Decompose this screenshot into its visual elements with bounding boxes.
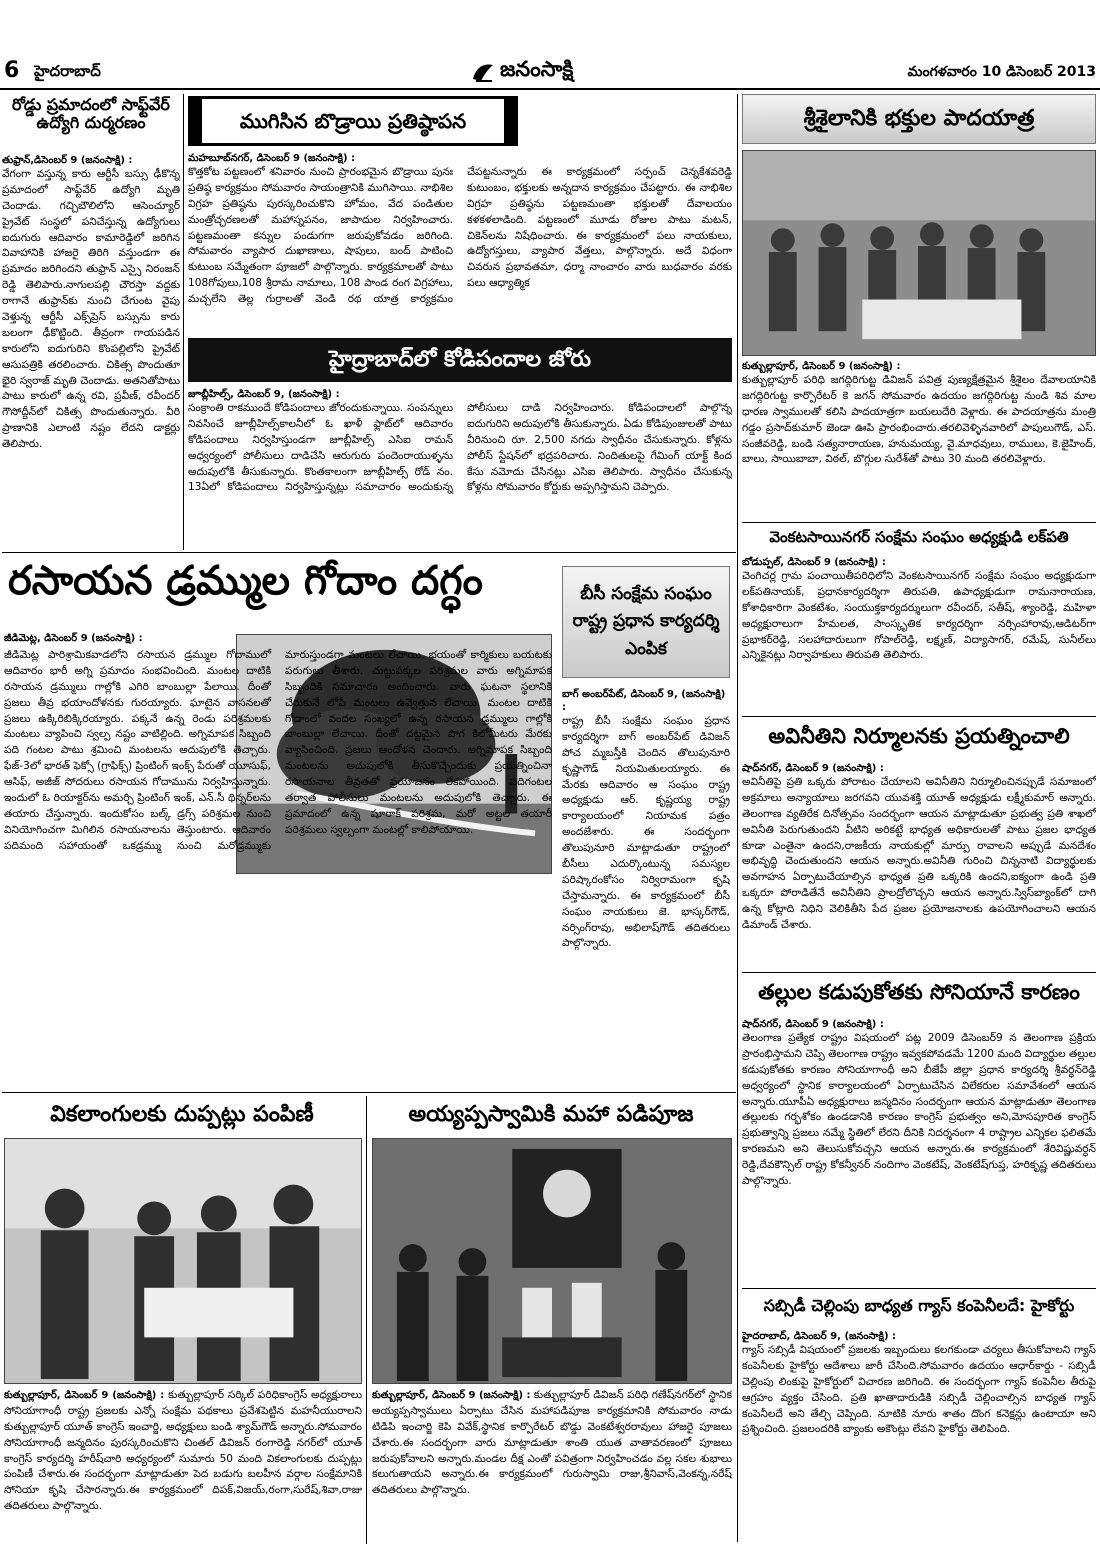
gas-body: గ్యాస్ సబ్సిడీ విషయంలో ప్రజలకు ఇబ్బందులు కలగకుండా చర్యలు తీసుకోవాలని గ్యాస్ కంపెనీలకు హైకోర్టు ఆదేశాలు జారీ చేసింది.సోమవారం ఉదయం ఆధార్‌కార్డు - సబ్సిడీ చెల్లింపు లింకుపై హైకోర్టులో విచారణ జరిగింది. ఈ సందర్భంగా గ్యాస్ కంపెనీల తీరుపై ఆగ్రహం వ్యక్తం చేసింది. ప్రతి ఖాతాదారుడికి సబ్సిడీ చెల్లించాల్సిన బాధ్యత గ్యాస్ కంపెనీలదే అని తేల్చి చెప్పింది. నూటికి నూరు శాతం దొంగ కనెక్షన్లు ఉంటాయా అని ప్రశ్నించింది. ప్రజలందరికి బ్యాంకు అకౌంట్లు లేవని హైకోర్టు తెలిపింది. bbox=[742, 1344, 1096, 1436]
section-name: హైదరాబాద్ bbox=[34, 62, 101, 80]
gas-dateline: హైదరాబాద్, డిసెంబర్ 9, (జనంసాక్షి) : bbox=[742, 1331, 897, 1342]
venkatasai-headline-box bbox=[742, 522, 1096, 552]
venkatasai-dateline: బోడుప్పల్, డిసెంబర్ 9 (జనంసాక్షి) : bbox=[742, 557, 886, 568]
header-rule bbox=[0, 88, 1100, 90]
srisailam-body-wrap bbox=[742, 360, 1096, 520]
vikalangulu-headline-box bbox=[2, 1096, 362, 1134]
sonia-headline: తల్లుల కడుపుకోతకు సోనియానే కారణం bbox=[758, 980, 1080, 1005]
vikalangulu-dateline: కుత్బుల్లాపూర్, డిసెంబర్ 9 (జనంసాక్షి) : bbox=[4, 1390, 165, 1401]
kodipandalu-body-wrap bbox=[188, 388, 732, 548]
bc-body: రాష్ట్ర బీసీ సంక్షేమ సంఘం ప్రధాన కార్యదర్శిగా బాగ్ అంబర్‌పేట్ డివిజన్ పోచ మ్మబస్తీకి చెందిన తొలుపునూరి కృష్ణాగౌడ్ నియమితులయ్యారు. ఈ మేరకు ఆదివారం ఆ సంఘం రాష్ట్ర అధ్యక్షుడు ఆర్. కృష్ణయ్య రాష్ట్ర కార్యాలయంలో నియామక పత్రం అందజేశారు. ఈ సందర్భంగా తొలుపునూరి మాట్లాడుతూ రాష్ట్రంలో బీసీలు ఎదుర్కొంటున్న సమస్యల పరిష్కారంకోసం నిర్విరామంగా కృషి చేస్తామన్నారు. ఈ కార్యక్రమంలో బీసీ సంఘం నాయకులు జె. భాస్కర్‌గౌడ్, నర్సింగ్‌రావు, అభిలాష్‌గౌడ్ తదితరులు పాల్గొన్నారు. bbox=[562, 715, 730, 950]
software-dateline: తుఫ్రాన్,డిసెంబర్ 9 (జనంసాక్షి) : bbox=[2, 155, 133, 166]
masthead-title: జనంసాక్షి bbox=[500, 57, 574, 81]
masthead-logo bbox=[470, 56, 630, 88]
ayyappa-headline-box bbox=[368, 1096, 734, 1134]
bc-headline: బీసీ సంక్షేమ సంఘం రాష్ట్ర ప్రధాన కార్యదర్శి ఎంపిక bbox=[572, 584, 720, 659]
bc-body-wrap bbox=[562, 688, 730, 1088]
bottom-col-divider bbox=[366, 1096, 367, 1544]
col-divider-right bbox=[737, 94, 738, 1542]
sonia-headline-box bbox=[742, 972, 1096, 1012]
gas-headline-box bbox=[742, 1288, 1096, 1324]
chemical-dateline: జీడిమెట్ల, డిసెంబర్ 9 (జనంసాక్షి) : bbox=[4, 633, 143, 644]
kodipandalu-banner bbox=[188, 338, 732, 382]
kodipandalu-body: సంక్రాంతి రాకముందే కోడిపందాలు జోరందుకున్నాయి. సంపన్నులు నివసించే జూబ్లీహిల్స్‌కాలనీలో ఓ ఖాళీ ఫ్లాట్‌లో ఆదివారం కోడిపందాలు నిర్వహిస్తుండగా జూబ్లీహిల్స్ ఎసిఐ రామన్ అధ్వర్యంలో పోలీసులు దాడిచేసి ఆరుగురు పందెంరాయుళ్ళను అదుపులోకి తీసుకున్నారు. కొంతకాలంగా జూబ్లీహిల్స్ రోడ్ నం. 13ఏలో కోడిపందాలు నిర్వహిస్తున్నట్లు సమాచారం అందుకున్న పోలీసులు దాడి నిర్వహించారు. కోడిపందాలలో పాల్గొన్న ఐదుగురిని అదుపులోకి తీసుకున్నారు. ఏడు కోడిపుంజులతో పాటు వీరినుంచి రూ. 2,500 నగదు స్వాధీనం చేసుకున్నారు. కోళ్లను పోలీస్ స్టేషన్‌లో భద్రపరిచారు. నిందితులపై గేమింగ్ యాక్ట్ కింద కేసు నమోదు చేసినట్లు ఎసిఐ తెలిపారు. స్వాధీనం చేసుకున్న కోళ్లను సోమవారం కోర్టుకు అప్పగిస్తామని చెప్పారు. bbox=[188, 402, 732, 494]
kodipandalu-dateline: జూబ్లీహిల్స్, డిసెంబర్ 9, (జనంసాక్షి) : bbox=[188, 389, 340, 400]
vikalangulu-body: కుత్బుల్లాపూర్ సర్కిల్ పరిధికాంగ్రెస్ అధ్యక్షురాలు సోనియాగాంధీ రాష్ట్ర ప్రజలకు ఎన్నో సంక్షేమ పథకాలు ప్రవేశపెట్టిన మహనీయురాలని కుత్బుల్లాపూర్ యూత్ కాంగ్రెస్ ఇంచార్జి, అధ్యక్షులు బండి శ్యామ్‌గౌడ్ అన్నారు.సోమవారం సోనియాగాంధీ జన్మదినం పురస్కరించుకొని చింతల్ డివిజన్ రంగారెడ్డి నగర్‌లో యూత్ కాంగ్రెస్ కార్యదర్శి హరీష్‌చారి అధ్యర్యంలో సుమారు 50 మంది వికలాంగులకు దుప్పట్లు పంపిణీ చేశారు.ఈ సందర్భంగా మాట్లాడుతూ పెద బడుగు బలహీన వర్గాల సంక్షేమానికి సోనియా కృషి చేసారన్నారు.ఈ కార్యక్రమంలో దిపక్,విజయ్,రంగా,సురేష్,శివా,రాజు తదితరులు పాల్గొన్నారు. bbox=[4, 1389, 362, 1513]
corruption-headline-box bbox=[742, 716, 1096, 756]
ayyappa-body-wrap bbox=[372, 1388, 732, 1544]
chemical-headline: రసాయన డ్రమ్ముల గోదాం దగ్ధం bbox=[8, 558, 483, 604]
venkatasai-body-wrap bbox=[742, 556, 1096, 716]
ayyappa-body: కుత్బుల్లాపూర్ డివిజన్ పరిధి గణేష్‌నగర్‌లో స్థానిక అయ్యప్పస్వాములు ఏర్పాటు చేసిన మహాపడిపూజ కార్యక్రమానికి సోమవారం నాడు టిడిపి ఇంచార్జి కెపి వివేక్,స్థానిక కార్పొరేటర్ బొడ్డు వెంకటేశ్వరరావులు హాజరై పూజలు చేశారు.ఈ సందర్భంగా వారు మాట్లాడుతూ శాంతి యుత వాతావరణంలో పూజలు జరుపుకోవాలని అన్నారు.మండల దీక్ష ఎంతో పవిత్రంగా నిర్వహించడం వల్ల సకల శుభాలు కలుగుతాయని అన్నారు.ఈ కార్యక్రమంలో గురుస్వామి రాజు,శ్రీనివాస్,వెంకన్న,నరేష్ తదితరులు పాల్గొన్నారు. bbox=[372, 1389, 732, 1497]
gas-headline: సబ్సిడీ చెల్లింపు బాధ్యత గ్యాస్ కంపెనీలదే: హైకోర్టు bbox=[763, 1296, 1075, 1316]
srisailam-headline-box bbox=[742, 94, 1096, 144]
gas-body-wrap bbox=[742, 1330, 1096, 1542]
bodrai-body-wrap bbox=[188, 152, 732, 330]
corruption-body-wrap bbox=[742, 762, 1096, 972]
page-number: 6 bbox=[4, 58, 20, 83]
sonia-body-wrap bbox=[742, 1018, 1096, 1284]
vikalangulu-headline: వికలాంగులకు దుప్పట్లు పంపిణీ bbox=[50, 1102, 314, 1128]
main-hrule bbox=[2, 552, 736, 553]
kodipandalu-headline: హైద్రాబాద్‌లో కోడిపందాల జోరు bbox=[329, 347, 591, 373]
bodrai-headline: ముగిసిన బొడ్రాయి ప్రతిష్ఠాపన bbox=[239, 108, 467, 133]
vikalangulu-text bbox=[4, 1388, 362, 1515]
chemical-body: జీడిమెట్ల పారిశ్రామికవాడలోని రసాయన డ్రమ్ముల గోదాములో ఆదివారం భారీ అగ్ని ప్రమాదం సంభవించింది. మంటల దాటికి రసాయన డ్రమ్ములు గాల్లోకి ఎగిరి బాంబుల్లా పేలాయి. దీంతో ప్రజలు తీవ్ర భయాందోళనకు గురయ్యారు. ఘాటైన వాసనలతో ప్రజలు ఉక్కిరిబిక్కిరయ్యారు. పక్కనే ఉన్న రెండు పరిశ్రమలకు మంటలు వ్యాపించి స్వల్ప నష్టం వాటిల్లింది. అగ్నిమాపక సిబ్బంది పది గంటల పాటు శ్రమించి మంటలను అదుపులోకి తెచ్చారు. ఫేజ్-3లో భారత్ ఫెక్సో (గ్రాఫిక్స్) ప్రింటింగ్ ఇంక్స్ పేరుతో యూసుఫ్, ఆసిఫ్, అజీజ్ సోదరులు రసాయన గోదామును నిర్వహిస్తున్నారు. ఇందులో ఓ రియాక్టర్‌ను అమర్చి ప్రింటింగ్ ఇంక్, ఎన్.సీ థిన్నర్‌లను తయారు చేస్తున్నారు. ఇందుకోసం బల్క్ డ్రగ్స్ పరిశ్రమల నుంచి వినియోగించగా మిగిలిన రసాయనాలను తెస్తుంటారు. ఆదివారం పదిమంది సహాయంతో ఒకడ్రమ్ము నుంచి మరోడ్రమ్ముకు మారుస్తుండగా మంటలు లేచాయి. భయంతో కార్మికులు బయటకు పరుగులు తీశారు. చుట్టుపక్కల పరిశ్రమల వారు అగ్నిమాపక సిబ్బందికి సమాచారం అందించారు. వారు ఘటనా స్థలానికి చేరుకునే లోపే మంటలు ఉవ్వెత్తున లేచాయి. మంటల దాటికి గోదాంలో వందల సంఖ్యలో ఉన్న రసాయన డ్రమ్ములు గాల్లోకి బాంబుల్లా లేచాయి. దీంతో దట్టమైన పొగ కిలోమీటరు మేరకు వ్యాపించింది. ప్రజలు ఆందోళన చెందారు. అగ్నిమాపక సిబ్బంది మంటలను అదుపులోకి తీసుకొచ్చేందుకు ప్రయత్నించినా రసాయనాల తీవ్రతతో ప్రయోజనం లేకపోయింది. పదిగంటల తర్వాత పోలీసులు మంటలను అదుపులోకి తెచ్చారు. ఈ ప్రమాదంలో ఉన్న షూరాక్ పరిశ్రమ, మరో అట్టల తయారీ పరిశ్రమలు స్వల్పంగా మంటల్లో కాలిపోయాయి. bbox=[4, 649, 552, 852]
sonia-dateline: షాద్‌నగర్, డిసెంబర్ 9 (జనంసాక్షి) : bbox=[742, 1019, 884, 1030]
corruption-headline: అవినీతిని నిర్మూలనకు ప్రయత్నించాలి bbox=[768, 724, 1070, 749]
srisailam-headline: శ్రీశైలానికి భక్తుల పాదయాత్ర bbox=[803, 106, 1035, 132]
blanket-distribution-photo bbox=[4, 1138, 362, 1384]
issue-date: మంగళవారం 10 డిసెంబర్ 2013 bbox=[907, 64, 1096, 80]
ayyappa-pooja-photo bbox=[372, 1138, 732, 1384]
corruption-body: అవినీతిపై ప్రతి ఒక్కరు పోరాటం చేయాలని అవినీతిని నిర్మూలించినప్పుడే సమాజంలో అక్రమాలు అన్యాయాలు జరగవని యువశక్తి యూత్ అధ్యక్షుడు లక్ష్మీకుమార్ అన్నారు. తెలంగాణ వ్యతిరేక దినోత్సవం సందర్భంగా ఆయన మాట్లాడుతూ ప్రభుత్వ ప్రతి శాఖలో అవినీతి పెరుగుతుందని వీటిని అరికట్టే భాధ్యత అధికారులతో పాటు ప్రజల భాధ్యత కూడా ఎంతైనా ఉందని,రాజకీయ నాయకుల్లో మార్పు రావాలని అప్పుడే మనదేశం అభివృద్ధి చెందుతుందని ఆయన అన్నారు.అవినీతి గురించి చిన్ననాటి విద్యార్థులకు అవగాహన ఏర్పాటుచేయాల్సిన భాధ్యత ప్రతి ఒక్కరికి ఉందని,ఐక్యంగా ఉండి ప్రతి ఒక్కరూ పోరాడితేనే అవినీతిని ప్రాలద్రోలొచ్చని ఆయన అన్నారు.స్విస్‌బ్యాంక్‌లో దాగి ఉన్న కోట్లాది నిధిని వెలికితీసి పేద ప్రజల ప్రయోజనాలకు ఉపయోగించాలని ఆయన డిమాండ్ చేశారు. bbox=[742, 776, 1096, 932]
ayyappa-headline: అయ్యప్పస్వామికి మహా పడిపూజ bbox=[408, 1102, 694, 1128]
padayatra-photo bbox=[742, 150, 1096, 356]
page-header bbox=[0, 0, 1100, 90]
bc-dateline: బాగ్ అంబర్‌పేట్, డిసెంబర్ 9, (జనంసాక్షి) : bbox=[562, 689, 726, 713]
chemical-headline-wrap bbox=[2, 558, 552, 624]
bodrai-dateline: మహబూబ్‌నగర్, డిసెంబర్ 9 (జనంసాక్షి) : bbox=[188, 153, 356, 164]
chemical-body-mask bbox=[236, 634, 552, 874]
srisailam-body: కుత్బుల్లాపూర్ పరిధి జగద్గిరిగుట్ట డివిజన్ పవిత్ర పుణ్యక్షేత్రమైన శ్రీశైలం దేవాలయానికి జగద్గిరిగుట్ట కార్పొరేటర్ కె జగన్ సోమవారం ఉదయం జగద్గిరిగుట్ట నుండి శివ మాల ధారణ స్వాములతో కలిసి పాదయాత్రగా బయలుదేరి వెళ్లారు. ఈ పాదయాత్రను మంత్రి గడ్డం ప్రసాద్‌కుమార్ జెండా ఊపి ప్రారంభించారు.తరలివెళ్ళినవారిలో పాపులుగౌడ్, ఎస్. సంజీవరెడ్డి, బండి సత్యనారాయణ, హనుమయ్య, వై.మాధవులు, రాములు, కె.జైహింద్, బాలు, సాయిబాబా, విఠల్, బొగ్గుల సురేశ్‌తో పాటు 30 మంది తరలివెళ్లారు. bbox=[742, 374, 1096, 466]
venkatasai-body: చెంగిచర్ల గ్రామ పంచాయితీపరిధిలోని వెంకటసాయినగర్ సంక్షేమ సంఘం అధ్యక్షుడుగా లక్‌పతినాయక్, ప్రధానకార్యదర్శిగా తిరుపతి, ఉపాధ్యక్షుడుగా రామనారాయణ, కోశాధికారిగా వెంకటేశం, సంయుక్తకార్యదర్శులుగా రవీందర్, సతీష్, శ్యాంరెడ్డి, మహిళా అధ్యక్షురాలుగా హేమలత, సాంస్కృతిక కార్యదర్శిగా నర్సింహారావు,ఆడిటర్‌గా ప్రభాకర్‌రెడ్డి, సలహాదారులుగా గోపాల్‌రెడ్డి, లక్ష్మణ్, విద్యాసాగర్, రమేష్, సునీల్‌లు ఎన్నికైనట్లు నిర్వాహకులు తిరుపతి తెలిపారు. bbox=[742, 570, 1096, 662]
venkatasai-headline: వెంకటసాయినగర్ సంక్షేమ సంఘం అధ్యక్షుడి లక్‌పతి bbox=[769, 527, 1069, 546]
software-headline: రోడ్డు ప్రమాదంలో సాఫ్ట్‌వేర్ ఉద్యోగి దుర్మరణం bbox=[12, 95, 170, 133]
sonia-body: తెలంగాణ ప్రత్యేక రాష్ట్రం విషయంలో పట్ల 2009 డిసెంబర్9 న తెలంగాణ ప్రక్రియ ప్రారంభిస్తామని చెప్పి తెలంగాణ రాష్ట్రం ఇవ్వకపోవడమే 1200 మంది విద్యార్థుల తల్లుల కడుపుకోతకు కారణం సోనియాగాంధీ అని బీజేపీ జిల్లా ప్రధాన కార్యదర్శి శ్రీవర్ధన్‌రెడ్డి అధ్వర్యంలో స్థానిక కార్యాలయంలో ఏర్పాటుచేసిన విలేకరుల సమావేశంలో ఆయన అన్నారు.యూపీఏ అధ్యక్షురాలు జన్మదినం సందర్భంగా ఆయన మాట్లాడుతూ తెలంగాణ తల్లులకు గర్భశోకం ఉండడానికి కారణం కాంగ్రెస్ ప్రభుత్వం అని,మోసపూరిత కాంగ్రెస్ ప్రభుత్వాన్ని ప్రజలు నమ్మే స్థితిలో లేరని దీనికి నిదర్శనంగా 4 రాష్ట్రాల ఎన్నికల ఫలితమే కారణమని అని తెలుసుకోవచ్చని ఆయన అన్నారు.ఈ కార్యక్రమంలో శేరివిష్ణువర్ధన్ రెడ్డి,దేవకౌన్సిల్ రాష్ట్ర కోకన్వీనర్ నందిగాం వెంకటేష్, వెంకటేష్‌గుప్త, హరికృష్ణ తదితరులు పాల్గొన్నారు. bbox=[742, 1032, 1096, 1188]
software-body: వేగంగా వస్తున్న కారు ఆర్టీసీ బస్సు ఢీకొన్న ప్రమాదంలో సాఫ్ట్‌వేర్ ఉద్యోగి మృతి చెందాడు. గచ్చిబౌలిలోని ఆసెంచ్యూర్ ప్రైవేట్ సంస్థలో పనిచేస్తున్న ఉద్యోగులు ఐదుగురు ఆదివారం కామారెడ్డిలో జరిగిన వివాహానికి హాజరై తిరిగి వస్తుండగా ఈ ప్రమాదం జరిగిందని తుఫ్రాన్ ఎస్సై నిరంజన్ రెడ్డి తెలిపారు.నాగులపల్లి చౌరస్తా వద్దకు రాగానే తుఫ్రాన్‌కు నుంచి చేగుంట వైపు వెళ్తున్న ఆర్టీసీ ఎక్స్‌ప్రెస్ బస్సును కారు బలంగా ఢీకొట్టింది. తీవ్రంగా గాయపడిన కారులోని ఐదుగురిని కొంపల్లిలోని ప్రైవేట్ ఆసుపత్రికి తరలించారు. చికిత్స పొందుతూ భైరి స్వరాజ్ మృతి చెందాడు. అతనితోపాటు పాటు కారులో ఉన్న రవి, ప్రవీణ్, రవీందర్ గౌసోద్దీన్‌లో చికిత్స పొందుతున్నారు. వీరి ప్రాణానికి ఎలాంటి నష్టం లేదని డాక్టర్లు తెలిపారు. bbox=[2, 168, 180, 451]
bodrai-headline-box bbox=[188, 96, 518, 146]
bodrai-body: కొత్తకోట పట్టణంలో శనివారం నుంచి ప్రారంభమైన బొడ్రాయి పునః ప్రతిష్ఠ కార్యక్రమం సోమవారం సాయంత్రానికి ముగిసాయి. నాభిశిల విగ్రహ ప్రతిష్ఠను పురస్కరించుకొని హోమం, వేద పండితుల మంత్రోచ్ఛరణలతో మహాస్నపనం, జాపాదుల నిర్వహించారు. పట్టణమంతా కన్నుల పండుగగా జరుపుకోవడం జరిగింది. సోమవారం వ్యాపార దుఖాణాలు, షాపులు, బంద్ పాటించి కుటుంబ సమ్మేతంగా పూజలో పాల్గొన్నారు. కార్యక్రమాలతో పాటు 108గోపులు,108 శ్రీరామ నామాలు, 108 పాండ రంగ విగ్రహాలు, మచ్చలేని తెల్ల గుర్రాలతో వెండి రథ యాత్ర కార్యక్రమం చేపట్టనున్నారు ఈ కార్యక్రమంలో సర్పంచ్ చెన్నకేశవరెడ్డి కుటుంబం, భక్తులకు అన్నదాన కార్యక్రమం చేపట్టారు. ఈ నాభిశిల విగ్రహ ప్రతిష్ఠను పట్టణమంతా భక్తులతో దేవాలయం కళకళలాడింది. పట్టణంలో మూడు రోజుల పాటు మటన్, చికెన్‌లను నిషేధించారు. ఈ కార్యక్రమంలో పలు నాయకులు, ఉద్యోగస్తులు, వ్యాపార వేత్తలు, పాల్గొన్నారు. అదే విధంగా చివరున ప్రభావతమా, ధర్మా నాంచారం వారు బుధవారం వరకు పలు ఆధ్యాత్మిక bbox=[188, 166, 732, 306]
bc-headline-box bbox=[562, 566, 730, 678]
masthead-emblem-icon bbox=[470, 59, 496, 85]
ayyappa-text bbox=[372, 1388, 732, 1499]
article-software bbox=[2, 94, 180, 550]
ayyappa-dateline: కుత్బుల్లాపూర్, డిసెంబర్ 9 (జనంసాక్షి) : bbox=[372, 1390, 531, 1401]
col-divider-1 bbox=[183, 94, 184, 550]
srisailam-dateline: కుత్బుల్లాపూర్, డిసెంబర్ 9 (జనంసాక్షి) : bbox=[742, 361, 901, 372]
bottom-hrule bbox=[2, 1092, 736, 1093]
corruption-dateline: షాద్‌నగర్, డిసెంబర్ 9 (జనంసాక్షి) : bbox=[742, 763, 884, 774]
vikalangulu-body-wrap bbox=[4, 1388, 362, 1544]
